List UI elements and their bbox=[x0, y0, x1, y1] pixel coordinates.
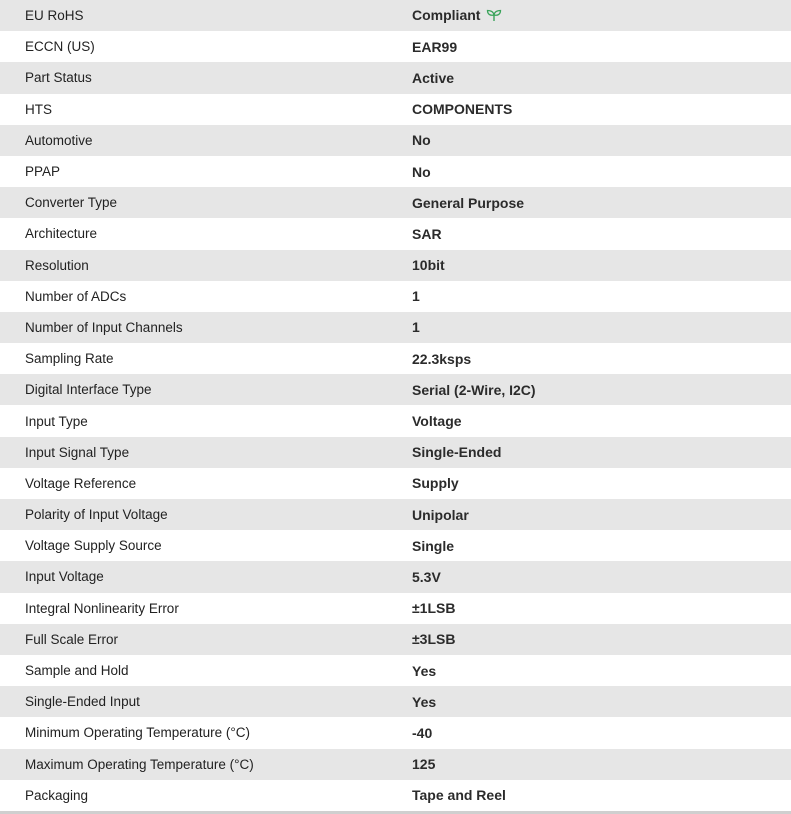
spec-label: Sampling Rate bbox=[25, 351, 114, 367]
spec-label: Voltage Supply Source bbox=[25, 538, 162, 554]
spec-row-polarity bbox=[0, 499, 791, 530]
spec-label: Number of ADCs bbox=[25, 288, 127, 304]
spec-label: Full Scale Error bbox=[25, 631, 119, 647]
spec-row-input-channels bbox=[0, 312, 791, 343]
spec-value: 10bit bbox=[412, 257, 445, 274]
spec-row-converter-type bbox=[0, 187, 791, 218]
spec-row-single-ended-input bbox=[0, 686, 791, 717]
spec-value: Voltage bbox=[412, 413, 462, 430]
spec-label: Input Voltage bbox=[25, 569, 104, 585]
spec-row-input-signal-type bbox=[0, 437, 791, 468]
spec-value: COMPONENTS bbox=[412, 101, 513, 118]
spec-label: Maximum Operating Temperature (°C) bbox=[25, 756, 254, 772]
spec-value: 125 bbox=[412, 756, 436, 773]
spec-value: ±3LSB bbox=[412, 631, 456, 648]
spec-value: 1 bbox=[412, 288, 420, 305]
spec-row-sample-and-hold bbox=[0, 655, 791, 686]
spec-value: No bbox=[412, 132, 431, 149]
spec-row-voltage-supply-source bbox=[0, 530, 791, 561]
spec-value: Compliant bbox=[412, 6, 481, 23]
spec-value: 1 bbox=[412, 319, 420, 336]
spec-row-hts bbox=[0, 94, 791, 125]
table-bottom-divider bbox=[0, 811, 791, 814]
spec-label: Input Signal Type bbox=[25, 444, 130, 460]
spec-label: Part Status bbox=[25, 70, 92, 86]
spec-row-number-of-adcs bbox=[0, 281, 791, 312]
spec-value: SAR bbox=[412, 225, 442, 242]
leaf-icon bbox=[486, 9, 502, 25]
spec-label: Voltage Reference bbox=[25, 475, 137, 491]
spec-label: Number of Input Channels bbox=[25, 319, 183, 335]
spec-row-part-status bbox=[0, 62, 791, 93]
spec-label: EU RoHS bbox=[25, 8, 84, 24]
spec-label: Converter Type bbox=[25, 195, 118, 211]
spec-value: -40 bbox=[412, 724, 433, 741]
spec-value: No bbox=[412, 163, 431, 180]
spec-row-inl-error bbox=[0, 593, 791, 624]
spec-value: Single bbox=[412, 537, 455, 554]
spec-label: Single-Ended Input bbox=[25, 694, 140, 710]
spec-value: 22.3ksps bbox=[412, 350, 472, 367]
spec-label: Packaging bbox=[25, 787, 89, 803]
spec-row-sampling-rate bbox=[0, 343, 791, 374]
spec-label: Resolution bbox=[25, 257, 89, 273]
spec-row-max-operating-temp bbox=[0, 749, 791, 780]
spec-label: Polarity of Input Voltage bbox=[25, 507, 168, 523]
spec-value: EAR99 bbox=[412, 38, 458, 55]
spec-label: Automotive bbox=[25, 132, 93, 148]
spec-row-digital-interface bbox=[0, 374, 791, 405]
spec-value: Yes bbox=[412, 693, 437, 710]
spec-value: 5.3V bbox=[412, 568, 441, 585]
spec-label: Sample and Hold bbox=[25, 663, 129, 679]
spec-label: Integral Nonlinearity Error bbox=[25, 600, 179, 616]
spec-row-architecture bbox=[0, 218, 791, 249]
spec-row-automotive bbox=[0, 125, 791, 156]
spec-value: Tape and Reel bbox=[412, 787, 506, 804]
spec-label: ECCN (US) bbox=[25, 39, 95, 55]
spec-row-input-voltage bbox=[0, 561, 791, 592]
spec-row-min-operating-temp bbox=[0, 717, 791, 748]
spec-label: Input Type bbox=[25, 413, 88, 429]
spec-row-full-scale-error bbox=[0, 624, 791, 655]
spec-value: General Purpose bbox=[412, 194, 525, 211]
spec-row-voltage-reference bbox=[0, 468, 791, 499]
spec-row-eu-rohs bbox=[0, 0, 791, 31]
spec-label: HTS bbox=[25, 101, 52, 117]
spec-label: Architecture bbox=[25, 226, 98, 242]
spec-row-ppap bbox=[0, 156, 791, 187]
spec-value: Yes bbox=[412, 662, 437, 679]
spec-label: Digital Interface Type bbox=[25, 382, 152, 398]
spec-row-input-type bbox=[0, 405, 791, 436]
spec-label: Minimum Operating Temperature (°C) bbox=[25, 725, 250, 741]
spec-value: Unipolar bbox=[412, 506, 469, 523]
spec-row-eccn bbox=[0, 31, 791, 62]
spec-value: ±1LSB bbox=[412, 600, 456, 617]
spec-value: Serial (2-Wire, I2C) bbox=[412, 381, 536, 398]
spec-value-cell bbox=[387, 0, 791, 31]
spec-label: PPAP bbox=[25, 164, 61, 180]
spec-value: Supply bbox=[412, 475, 459, 492]
spec-value: Active bbox=[412, 69, 455, 86]
spec-row-packaging bbox=[0, 780, 791, 811]
spec-value: Single-Ended bbox=[412, 444, 502, 461]
spec-row-resolution bbox=[0, 250, 791, 281]
